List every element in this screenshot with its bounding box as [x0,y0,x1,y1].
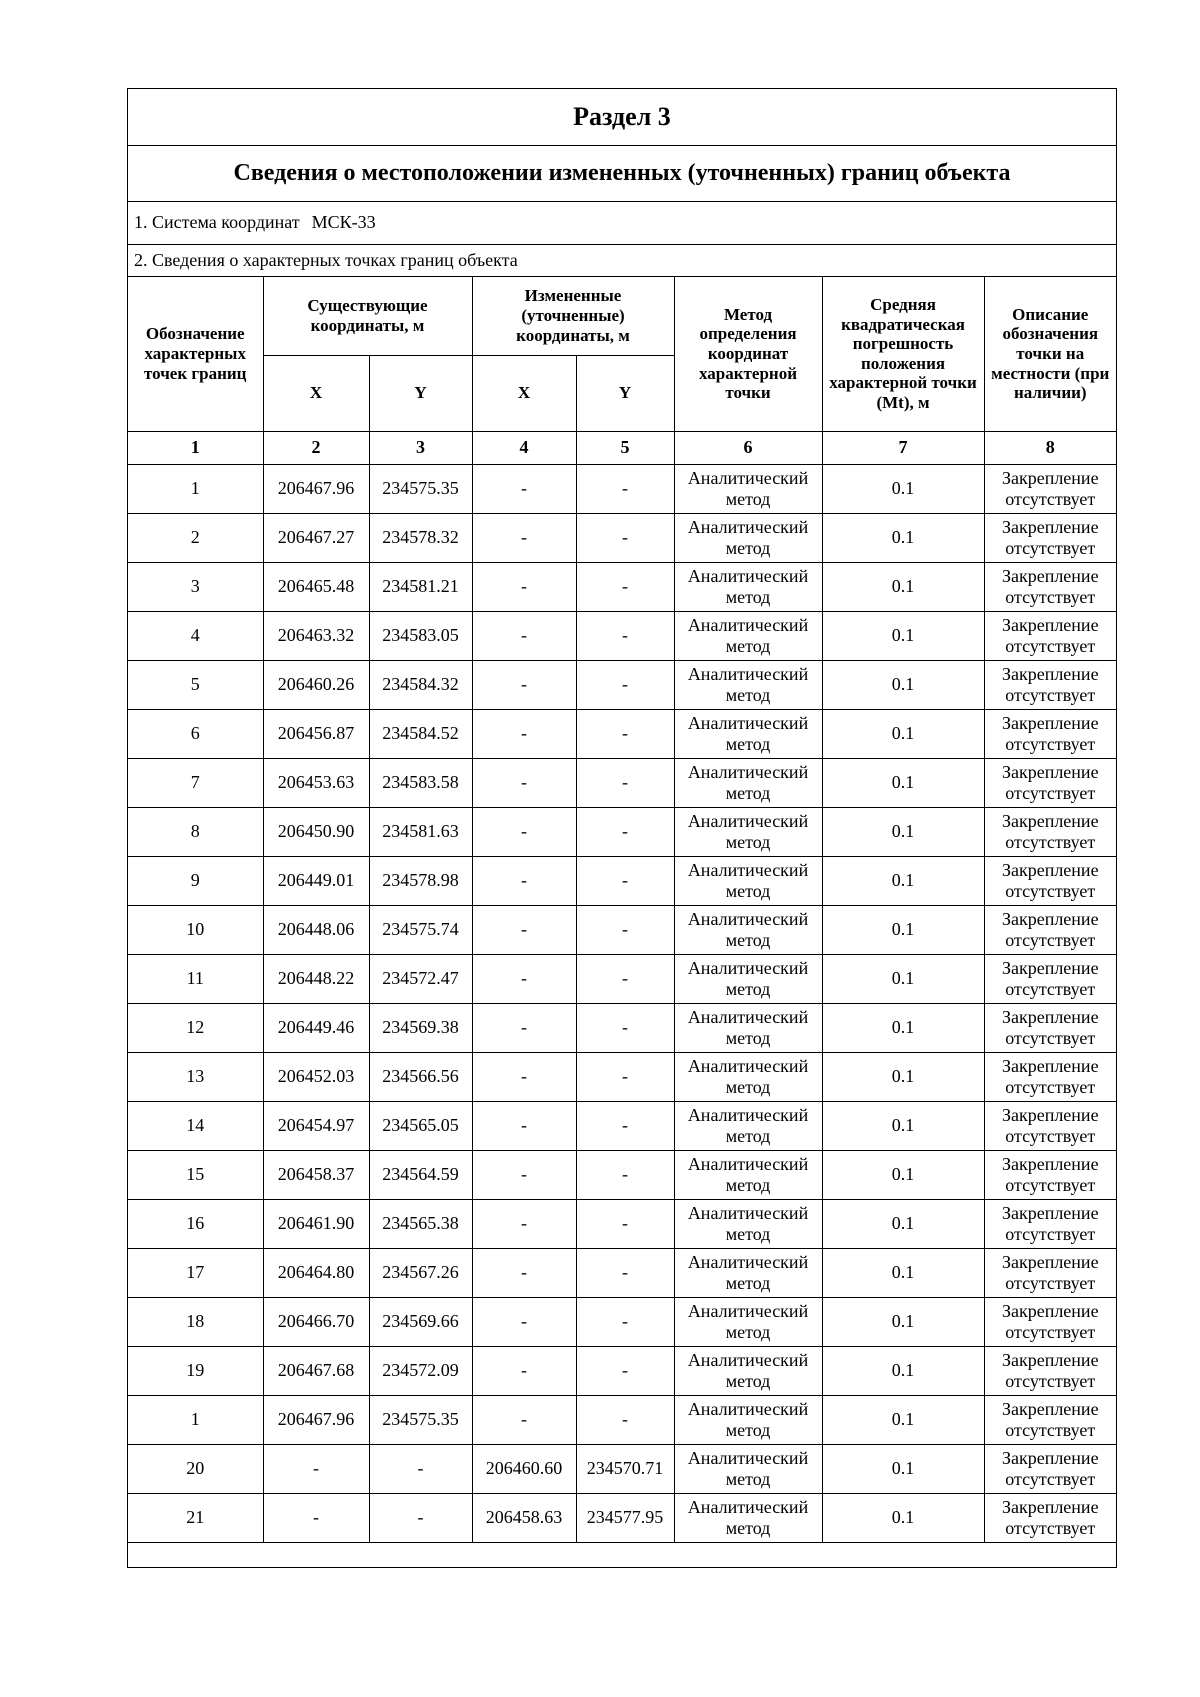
table-row [128,1003,1116,1052]
point-id-cell: 12 [128,1003,263,1052]
existing-x-cell: 206449.46 [263,1003,369,1052]
existing-x-cell: 206461.90 [263,1199,369,1248]
changed-x-cell: - [472,758,576,807]
point-id-cell: 3 [128,562,263,611]
column-number: 8 [984,431,1116,464]
existing-y-cell: 234583.58 [369,758,472,807]
changed-x-cell: - [472,464,576,513]
method-cell: Аналитический метод [674,1101,822,1150]
existing-x-cell: 206448.22 [263,954,369,1003]
description-cell: Закрепление отсутствует [984,954,1116,1003]
existing-y-cell: 234578.32 [369,513,472,562]
error-cell: 0.1 [822,807,984,856]
coordinate-system-value: МСК-33 [311,212,376,232]
changed-x-cell: - [472,1101,576,1150]
changed-x-cell: - [472,807,576,856]
existing-x-cell: 206452.03 [263,1052,369,1101]
description-cell: Закрепление отсутствует [984,856,1116,905]
point-id-cell: 11 [128,954,263,1003]
method-cell: Аналитический метод [674,1150,822,1199]
changed-y-cell: - [576,758,674,807]
existing-x-cell: 206450.90 [263,807,369,856]
point-id-cell: 15 [128,1150,263,1199]
description-cell: Закрепление отсутствует [984,1346,1116,1395]
method-cell: Аналитический метод [674,758,822,807]
existing-x-cell: 206448.06 [263,905,369,954]
method-cell: Аналитический метод [674,464,822,513]
point-id-cell: 16 [128,1199,263,1248]
points-caption: 2. Сведения о характерных точках границ объекта [128,245,1116,277]
existing-y-cell: 234566.56 [369,1052,472,1101]
point-id-cell: 21 [128,1493,263,1542]
changed-y-cell: - [576,660,674,709]
point-id-cell: 10 [128,905,263,954]
method-cell: Аналитический метод [674,1297,822,1346]
method-cell: Аналитический метод [674,1395,822,1444]
error-cell: 0.1 [822,1346,984,1395]
changed-y-cell: - [576,856,674,905]
header-changed-coords: Измененные (уточненные) координаты, м [472,277,674,355]
document-subtitle: Сведения о местоположении измененных (уточненных) границ объекта [128,145,1116,202]
existing-y-cell: 234564.59 [369,1150,472,1199]
table-row [128,464,1116,513]
changed-y-cell: - [576,1248,674,1297]
header-changed-x: X [472,355,576,431]
table-row [128,1150,1116,1199]
existing-y-cell: 234567.26 [369,1248,472,1297]
existing-x-cell: 206460.26 [263,660,369,709]
method-cell: Аналитический метод [674,513,822,562]
point-id-cell: 1 [128,464,263,513]
table-row [128,1101,1116,1150]
error-cell: 0.1 [822,709,984,758]
table-row [128,1346,1116,1395]
changed-y-cell: - [576,562,674,611]
column-numbers-row [128,431,1116,464]
existing-y-cell: 234569.38 [369,1003,472,1052]
table-row [128,1444,1116,1493]
existing-y-cell: 234575.35 [369,1395,472,1444]
existing-x-cell: 206449.01 [263,856,369,905]
existing-x-cell: - [263,1444,369,1493]
changed-y-cell: - [576,1003,674,1052]
changed-y-cell: - [576,464,674,513]
description-cell: Закрепление отсутствует [984,1199,1116,1248]
changed-y-cell: - [576,1199,674,1248]
description-cell: Закрепление отсутствует [984,1297,1116,1346]
method-cell: Аналитический метод [674,1199,822,1248]
coordinate-system-label: 1. Система координат [134,212,300,232]
existing-x-cell: 206453.63 [263,758,369,807]
changed-y-cell: - [576,1346,674,1395]
point-id-cell: 2 [128,513,263,562]
point-id-cell: 8 [128,807,263,856]
existing-y-cell: 234581.21 [369,562,472,611]
existing-y-cell: 234572.09 [369,1346,472,1395]
changed-x-cell: - [472,954,576,1003]
table-row [128,856,1116,905]
existing-y-cell: 234572.47 [369,954,472,1003]
description-cell: Закрепление отсутствует [984,660,1116,709]
description-cell: Закрепление отсутствует [984,1493,1116,1542]
error-cell: 0.1 [822,562,984,611]
method-cell: Аналитический метод [674,1346,822,1395]
changed-x-cell: - [472,856,576,905]
point-id-cell: 14 [128,1101,263,1150]
changed-x-cell: - [472,1199,576,1248]
existing-x-cell: 206458.37 [263,1150,369,1199]
error-cell: 0.1 [822,856,984,905]
description-cell: Закрепление отсутствует [984,709,1116,758]
method-cell: Аналитический метод [674,1052,822,1101]
table-row [128,1395,1116,1444]
existing-y-cell: 234578.98 [369,856,472,905]
existing-y-cell: 234565.38 [369,1199,472,1248]
column-number: 7 [822,431,984,464]
existing-y-cell: 234565.05 [369,1101,472,1150]
table-row [128,513,1116,562]
error-cell: 0.1 [822,1052,984,1101]
coordinate-system-line [128,201,1116,245]
table-row [128,905,1116,954]
existing-x-cell: 206466.70 [263,1297,369,1346]
header-existing-coords: Существующие координаты, м [263,277,472,355]
changed-x-cell: - [472,1052,576,1101]
description-cell: Закрепление отсутствует [984,1150,1116,1199]
existing-y-cell: - [369,1444,472,1493]
changed-x-cell: - [472,1395,576,1444]
error-cell: 0.1 [822,1199,984,1248]
changed-y-cell: - [576,1297,674,1346]
point-id-cell: 5 [128,660,263,709]
point-id-cell: 6 [128,709,263,758]
description-cell: Закрепление отсутствует [984,464,1116,513]
existing-x-cell: - [263,1493,369,1542]
point-id-cell: 17 [128,1248,263,1297]
table-row [128,1199,1116,1248]
changed-y-cell: - [576,1395,674,1444]
description-cell: Закрепление отсутствует [984,1444,1116,1493]
description-cell: Закрепление отсутствует [984,1395,1116,1444]
method-cell: Аналитический метод [674,562,822,611]
table-blank-row [128,1541,1116,1567]
column-number: 6 [674,431,822,464]
changed-y-cell: 234577.95 [576,1493,674,1542]
changed-x-cell: - [472,1003,576,1052]
method-cell: Аналитический метод [674,1003,822,1052]
error-cell: 0.1 [822,954,984,1003]
existing-x-cell: 206467.96 [263,1395,369,1444]
changed-x-cell: - [472,1248,576,1297]
table-row [128,807,1116,856]
description-cell: Закрепление отсутствует [984,611,1116,660]
existing-x-cell: 206467.27 [263,513,369,562]
changed-y-cell: - [576,905,674,954]
changed-x-cell: - [472,709,576,758]
existing-y-cell: 234584.52 [369,709,472,758]
changed-y-cell: 234570.71 [576,1444,674,1493]
method-cell: Аналитический метод [674,1493,822,1542]
existing-y-cell: 234584.32 [369,660,472,709]
error-cell: 0.1 [822,513,984,562]
description-cell: Закрепление отсутствует [984,807,1116,856]
existing-x-cell: 206463.32 [263,611,369,660]
changed-x-cell: - [472,1346,576,1395]
method-cell: Аналитический метод [674,1248,822,1297]
point-id-cell: 18 [128,1297,263,1346]
changed-x-cell: - [472,611,576,660]
method-cell: Аналитический метод [674,954,822,1003]
changed-y-cell: - [576,954,674,1003]
changed-y-cell: - [576,513,674,562]
error-cell: 0.1 [822,1493,984,1542]
error-cell: 0.1 [822,1003,984,1052]
table-row [128,562,1116,611]
header-error: Средняя квадратическая погрешность положения характерной точки (Mt), м [822,277,984,431]
method-cell: Аналитический метод [674,1444,822,1493]
point-id-cell: 9 [128,856,263,905]
existing-x-cell: 206465.48 [263,562,369,611]
existing-y-cell: 234575.35 [369,464,472,513]
table-row [128,1493,1116,1542]
changed-x-cell: - [472,660,576,709]
point-id-cell: 13 [128,1052,263,1101]
description-cell: Закрепление отсутствует [984,1101,1116,1150]
table-row [128,954,1116,1003]
existing-x-cell: 206464.80 [263,1248,369,1297]
header-existing-y: Y [369,355,472,431]
point-id-cell: 20 [128,1444,263,1493]
point-id-cell: 19 [128,1346,263,1395]
error-cell: 0.1 [822,611,984,660]
changed-y-cell: - [576,1052,674,1101]
column-number: 3 [369,431,472,464]
changed-x-cell: 206460.60 [472,1444,576,1493]
error-cell: 0.1 [822,1444,984,1493]
changed-y-cell: - [576,611,674,660]
header-description: Описание обозначения точки на местности (при наличии) [984,277,1116,431]
existing-y-cell: 234581.63 [369,807,472,856]
existing-y-cell: 234575.74 [369,905,472,954]
changed-y-cell: - [576,807,674,856]
error-cell: 0.1 [822,1297,984,1346]
description-cell: Закрепление отсутствует [984,758,1116,807]
existing-x-cell: 206467.68 [263,1346,369,1395]
changed-x-cell: - [472,905,576,954]
column-number: 4 [472,431,576,464]
description-cell: Закрепление отсутствует [984,562,1116,611]
description-cell: Закрепление отсутствует [984,1248,1116,1297]
description-cell: Закрепление отсутствует [984,1052,1116,1101]
existing-x-cell: 206454.97 [263,1101,369,1150]
error-cell: 0.1 [822,1248,984,1297]
existing-y-cell: 234583.05 [369,611,472,660]
section-title: Раздел 3 [128,89,1116,146]
changed-x-cell: - [472,513,576,562]
description-cell: Закрепление отсутствует [984,513,1116,562]
changed-x-cell: - [472,562,576,611]
existing-x-cell: 206467.96 [263,464,369,513]
table-row [128,660,1116,709]
table-row [128,709,1116,758]
column-number: 5 [576,431,674,464]
error-cell: 0.1 [822,464,984,513]
existing-y-cell: - [369,1493,472,1542]
point-id-cell: 1 [128,1395,263,1444]
header-method: Метод определения координат характерной точки [674,277,822,431]
column-number: 1 [128,431,263,464]
existing-y-cell: 234569.66 [369,1297,472,1346]
changed-y-cell: - [576,1150,674,1199]
existing-x-cell: 206456.87 [263,709,369,758]
points-table [128,277,1116,1543]
method-cell: Аналитический метод [674,905,822,954]
document-frame [127,88,1117,1568]
table-row [128,1052,1116,1101]
method-cell: Аналитический метод [674,807,822,856]
description-cell: Закрепление отсутствует [984,1003,1116,1052]
method-cell: Аналитический метод [674,660,822,709]
header-designation: Обозначение характерных точек границ [128,277,263,431]
method-cell: Аналитический метод [674,856,822,905]
description-cell: Закрепление отсутствует [984,905,1116,954]
error-cell: 0.1 [822,1395,984,1444]
changed-x-cell: 206458.63 [472,1493,576,1542]
changed-y-cell: - [576,1101,674,1150]
table-row [128,1248,1116,1297]
method-cell: Аналитический метод [674,709,822,758]
error-cell: 0.1 [822,1150,984,1199]
header-changed-y: Y [576,355,674,431]
method-cell: Аналитический метод [674,611,822,660]
error-cell: 0.1 [822,758,984,807]
changed-y-cell: - [576,709,674,758]
header-existing-x: X [263,355,369,431]
column-number: 2 [263,431,369,464]
point-id-cell: 7 [128,758,263,807]
point-id-cell: 4 [128,611,263,660]
changed-x-cell: - [472,1297,576,1346]
error-cell: 0.1 [822,660,984,709]
changed-x-cell: - [472,1150,576,1199]
error-cell: 0.1 [822,905,984,954]
table-row [128,1297,1116,1346]
table-row [128,758,1116,807]
error-cell: 0.1 [822,1101,984,1150]
table-row [128,611,1116,660]
